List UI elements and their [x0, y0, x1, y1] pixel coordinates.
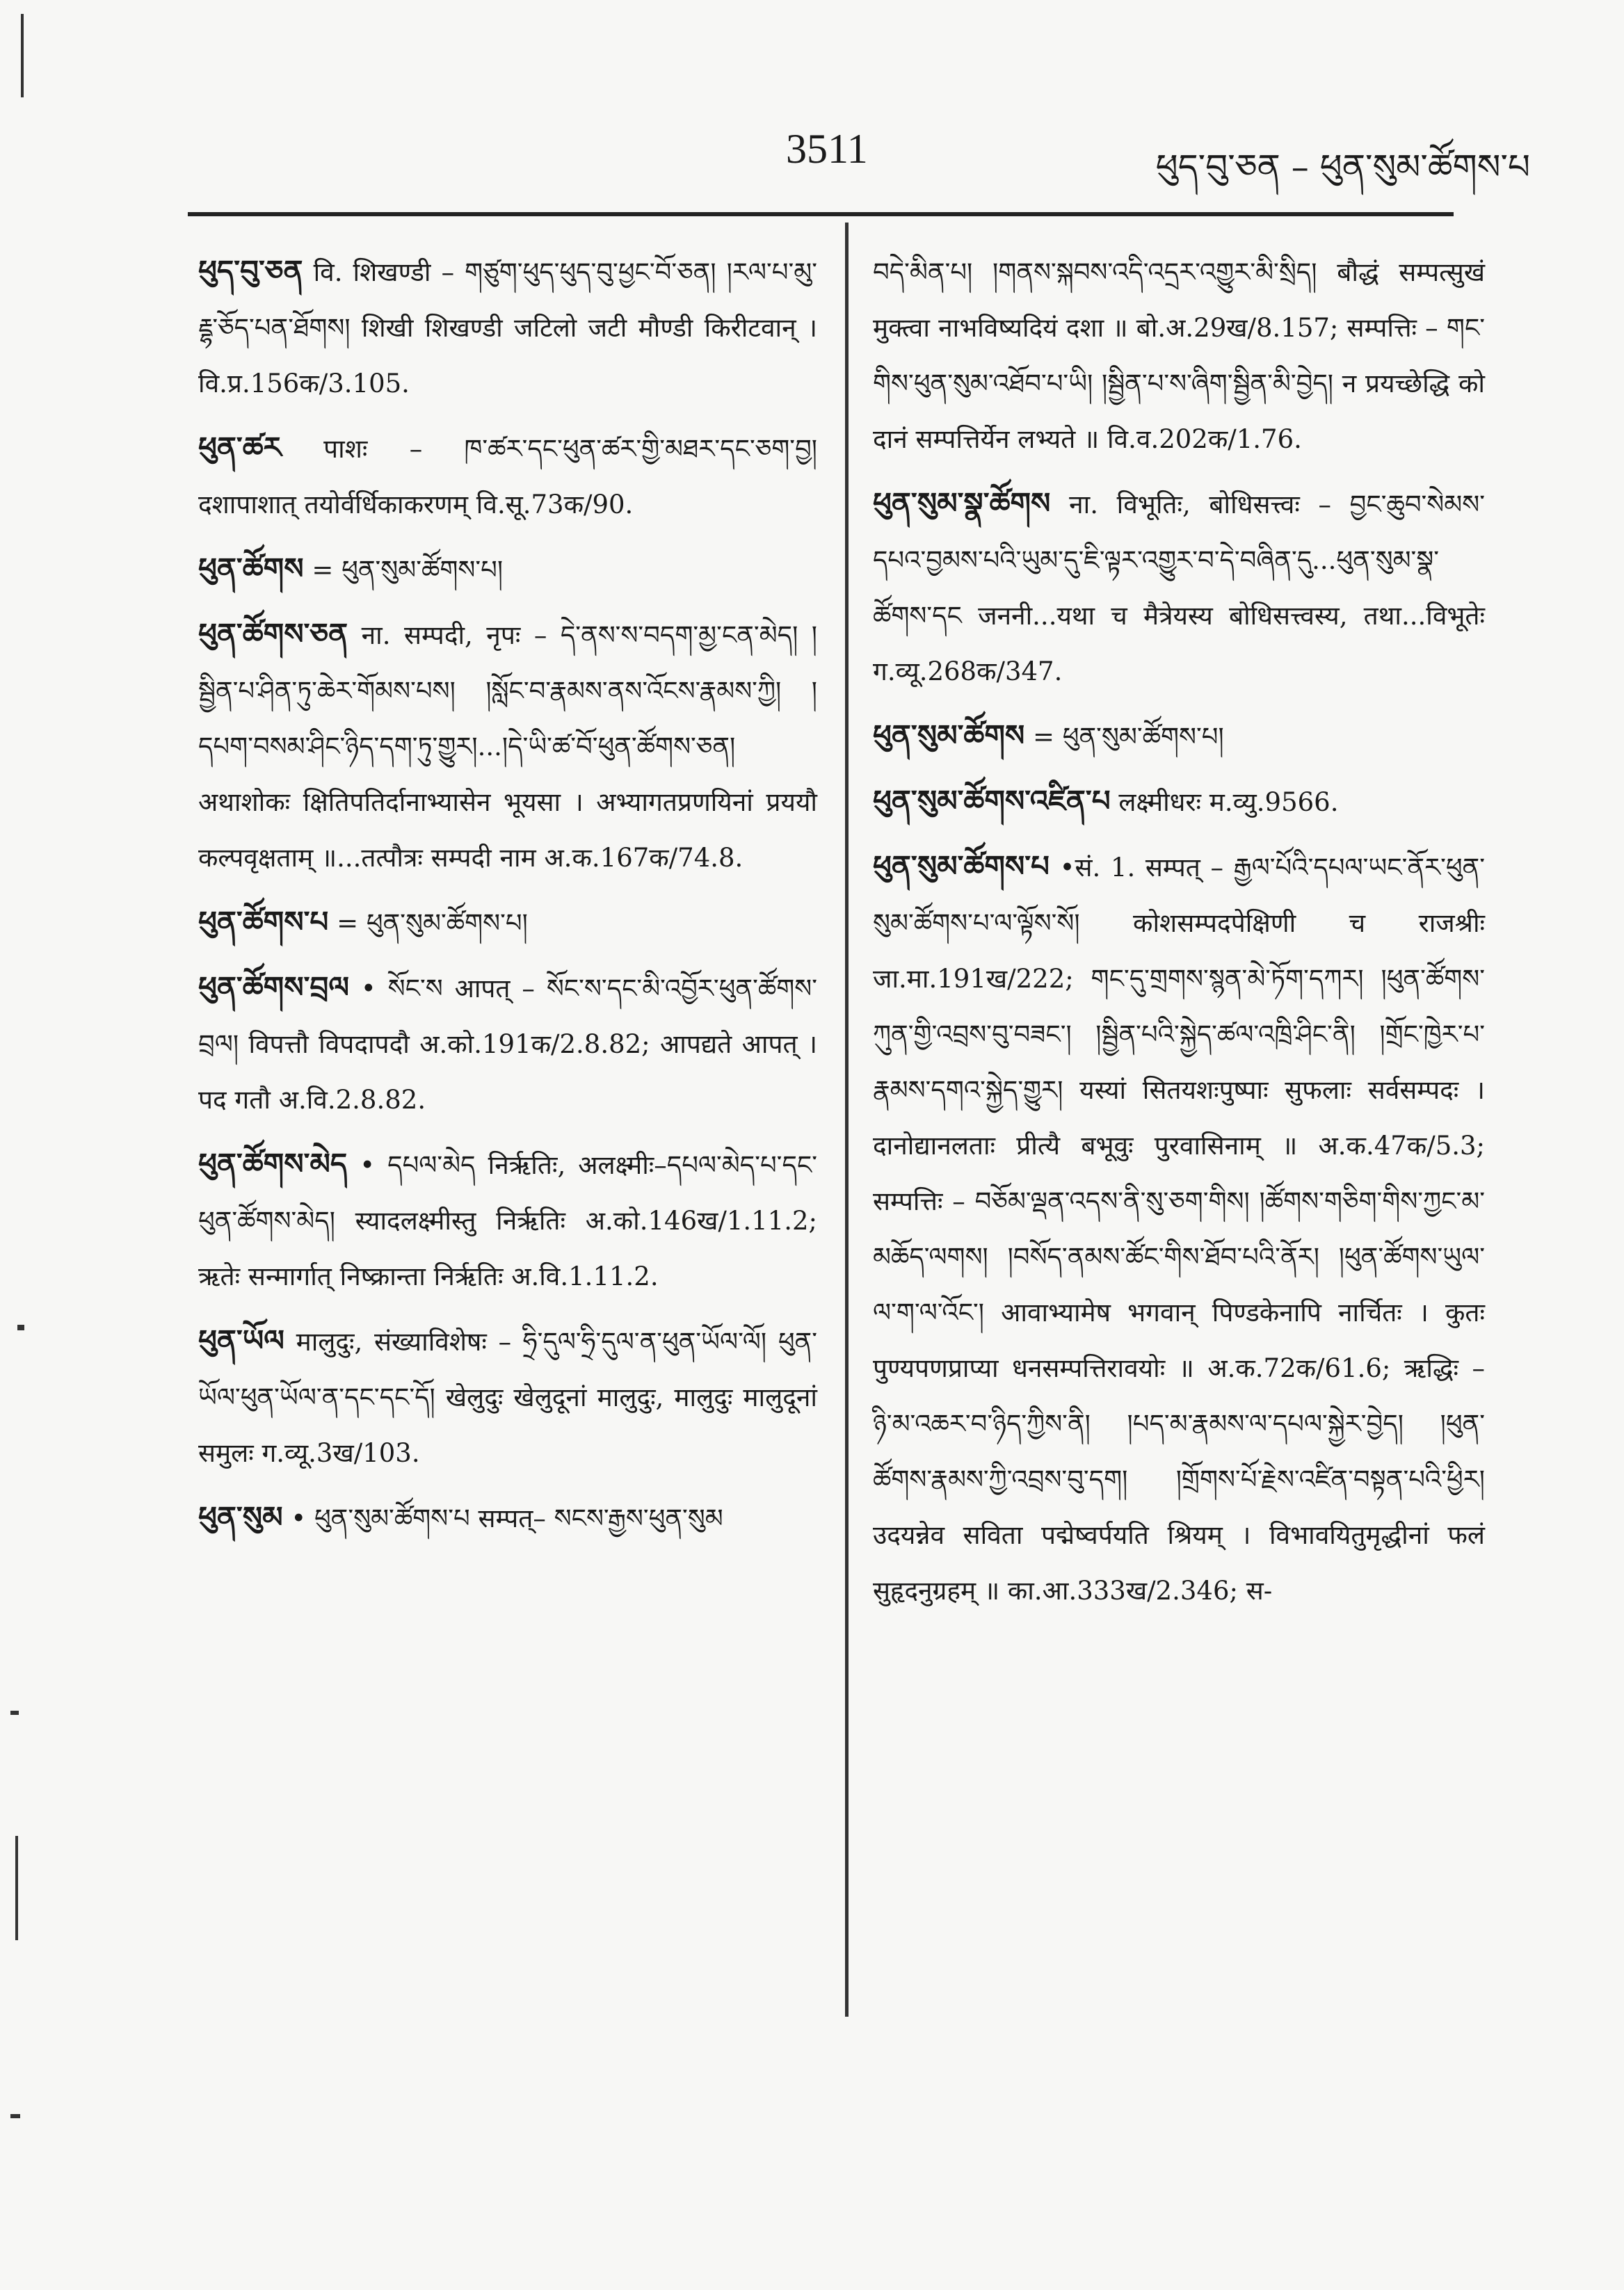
margin-mark [10, 1711, 19, 1715]
entry-headword: ཕུད་བུ་ཅན [198, 254, 303, 288]
dictionary-entry [873, 839, 1485, 1619]
margin-mark [17, 1325, 24, 1330]
dictionary-entry [198, 1136, 817, 1305]
entry-body: ना. विभूतिः, बोधिसत्त्वः – བྱང་ཆུབ་སེམས་དཔའ་བྱམས་པའི་ཡུམ་དུ་ཇི་ལྟར་འགྱུར་བ་དེ་བཞིན་དུ...ཕུན་སུམ་སྣ་ཚོགས་དང जननी...यथा च मैत्रेयस्य बोधिसत्त्वस्य, तथा...विभूतेः ग.व्यू.268क/347. [873, 490, 1486, 686]
entry-headword: ཕུན་ཚོགས་བྲལ [198, 970, 349, 1004]
entry-body: • ཕུན་སུམ་ཚོགས་པ सम्पत्– སངས་རྒྱས་ཕུན་སུམ [291, 1503, 723, 1533]
dictionary-entry [873, 773, 1485, 830]
entry-body: पाशः – ཁ་ཚར་དང་ཕུན་ཚར་གྱི་མཐར་དང་ཅག་བྱ། दशापाशात् तयोर्वर्धिकाकरणम् वि.सू.73क/90. [198, 434, 818, 519]
entry-body: ना. सम्पदी, नृपः – དེ་ནས་ས་བདག་མྱ་ངན་མེད། །སྦྱིན་པ་ཤིན་ཏུ་ཆེར་གོམས་པས། །སློང་བ་རྣམས་ནས་འོངས་རྣམས་ཀྱི། །དཔག་བསམ་ཤིང་ཉིད་དག་ཏུ་གྱུར།...།དེ་ཡི་ཚ་བོ་ཕུན་ཚོགས་ཅན། अथाशोकः क्षितिपतिर्दानाभ्यासेन भूयसा । अभ्यागतप्रणयिनां प्रययौ कल्पवृक्षताम् ॥...तत्पौत्रः सम्पदी नाम अ.क.167क/74.8. [198, 620, 818, 873]
entry-body: = ཕུན་སུམ་ཚོགས་པ། [312, 555, 504, 585]
margin-mark [15, 1836, 18, 1940]
margin-mark [10, 2114, 20, 2118]
dictionary-entry [198, 1313, 817, 1481]
right-column [873, 243, 1485, 1627]
left-column [198, 243, 817, 1555]
margin-mark [21, 14, 24, 97]
entry-body: = ཕུན་སུམ་ཚོགས་པ། [1033, 722, 1224, 752]
entry-body: = ཕུན་སུམ་ཚོགས་པ། [337, 908, 528, 938]
dictionary-entry [198, 1490, 817, 1547]
dictionary-entry [198, 894, 817, 951]
dictionary-entry [198, 420, 817, 533]
entry-body: •सं. 1. सम्पत् – རྒྱལ་པོའི་དཔལ་ཡང་ནོར་ཕུན་སུམ་ཚོགས་པ་ལ་ལྟོས་སོ། कोशसम्पदपेक्षिणी च राजश्रीः जा.मा.191ख/222; གང་དུ་གྲགས་སྙན་མེ་ཏོག་དཀར། །ཕུན་ཚོགས་ཀུན་གྱི་འབྲས་བུ་བཟང་། །སྦྱིན་པའི་སྐྱེད་ཚལ་འཁྲི་ཤིང་ནི། །གྲོང་ཁྱེར་པ་རྣམས་དགའ་སྐྱེད་གྱུར། यस्यां सितयशःपुष्पाः सुफलाः सर्वसम्पदः । दानोद्यानलताः प्रीत्यै बभूवुः पुरवासिनाम् ॥ अ.क.47क/5.3; सम्पत्तिः – བཅོམ་ལྡན་འདས་ནི་སུ་ཅག་གིས། །ཚོགས་གཅིག་གིས་ཀྱང་མ་མཆོད་ལགས། །བསོད་ནམས་ཚོང་གིས་ཐོབ་པའི་ནོར། །ཕུན་ཚོགས་ཡུལ་ལ་ག་ལ་འོང་། आवाभ्यामेष भगवान् पिण्डकेनापि नार्चितः । कुतः पुण्यपणप्राप्या धनसम्पत्तिरावयोः ॥ अ.क.72क/61.6; ऋद्धिः – ཉི་མ་འཆར་བ་ཉིད་ཀྱིས་ནི། །པད་མ་རྣམས་ལ་དཔལ་སྐྱེར་བྱེད། །ཕུན་ཚོགས་རྣམས་ཀྱི་འབྲས་བུ་དག། །གྲོགས་པོ་རྗེས་འཛིན་བསྟན་པའི་ཕྱིར། उदयन्नेव सविता पद्मेष्वर्पयति श्रियम् । विभावयितुमृद्धीनां फलं सुहृदनुग्रहम् ॥ का.आ.333ख/2.346; स- [873, 853, 1485, 1606]
dictionary-entry [198, 960, 817, 1128]
entry-body: • དཔལ་མེད निर्ऋतिः, अलक्ष्मीः–དཔལ་མེད་པ་དང་ཕུན་ཚོགས་མེད། स्यादलक्ष्मीस्तु निर्ऋतिः अ.को.146ख/1.11.2; ऋतेः सन्मार्गात् निष्क्रान्ता निर्ऋतिः अ.वि.1.11.2. [198, 1150, 817, 1291]
dictionary-entry [873, 708, 1485, 765]
page-number: 3511 [786, 126, 868, 172]
entry-body: བདེ་མིན་པ། །གནས་སྐབས་འདི་འདྲར་འགྱུར་མི་སྲིད། बौद्धं सम्पत्सुखं मुक्त्वा नाभविष्यदियं दशा ॥ बो.अ.29ख/8.157; सम्पत्तिः – གང་གིས་ཕུན་སུམ་འཐོབ་པ་ཡི། །སྦྱིན་པ་ས་ཞིག་སྦྱིན་མི་བྱེད། न प्रयच्छेद्धि को दानं सम्पत्तिर्येन लभ्यते ॥ वि.व.202क/1.76. [873, 257, 1485, 454]
header-rule [188, 212, 1454, 216]
entry-headword: ཕུན་སུམ [198, 1500, 283, 1534]
entry-headword: ཕུན་ཡོལ [198, 1323, 284, 1357]
entry-headword: ཕུན་ཚོགས་ཅན [198, 617, 348, 651]
entry-body: लक्ष्मीधरः म.व्यु.9566. [1118, 787, 1339, 817]
entry-headword: ཕུན་སུམ་ཚོགས་པ [873, 849, 1050, 883]
entry-headword: ཕུན་སུམ་སྣ་ཚོགས [873, 486, 1051, 520]
entry-headword: ཕུན་ཚོགས་པ [198, 905, 329, 939]
entry-headword: ཕུན་སུམ་ཚོགས་འཛིན་པ [873, 784, 1111, 818]
entry-body: मालुदुः, संख्याविशेषः – ཧྲི་དུལ་ཧྲི་དུལ་ན་ཕུན་ཡོལ་ལོ། ཕུན་ཡོལ་ཕུན་ཡོལ་ན་དང་དང་དོ། खेलुदुः खेलुदूनां मालुदुः, मालुदुः मालुदूनां समुलः ग.व्यू.3ख/103. [198, 1327, 818, 1468]
dictionary-entry [198, 606, 817, 886]
dictionary-entry [198, 243, 817, 412]
entry-body: • སོང་ས आपत् – སོང་ས་དང་མི་འབྱོར་ཕུན་ཚོགས་བྲལ། विपत्तौ विपदापदौ अ.को.191क/2.8.82; आपद्यते आपत् । पद गतौ अ.वि.2.8.82. [198, 974, 817, 1115]
entry-headword: ཕུན་ཚར [198, 430, 282, 465]
dictionary-entry [873, 476, 1485, 700]
dictionary-entry [873, 243, 1485, 467]
column-divider [845, 223, 849, 2017]
running-head: ཕུད་བུ་ཅན – ཕུན་སུམ་ཚོགས་པ [1155, 147, 1530, 187]
entry-headword: ཕུན་སུམ་ཚོགས [873, 718, 1025, 752]
entry-headword: ཕུན་ཚོགས་མེད [198, 1147, 348, 1181]
dictionary-entry [198, 541, 817, 598]
entry-body: वि. शिखण्डी – གཙུག་ཕུད་ཕུད་བུ་ཕྱང་བོ་ཅན། །རལ་པ་མུ་རྡྷ་ཅོད་པན་ཐོགས། शिखी शिखण्डी जटिलो जटी मौण्डी किरीटवान् । वि.प्र.156क/3.105. [198, 257, 818, 398]
entry-headword: ཕུན་ཚོགས [198, 551, 304, 586]
